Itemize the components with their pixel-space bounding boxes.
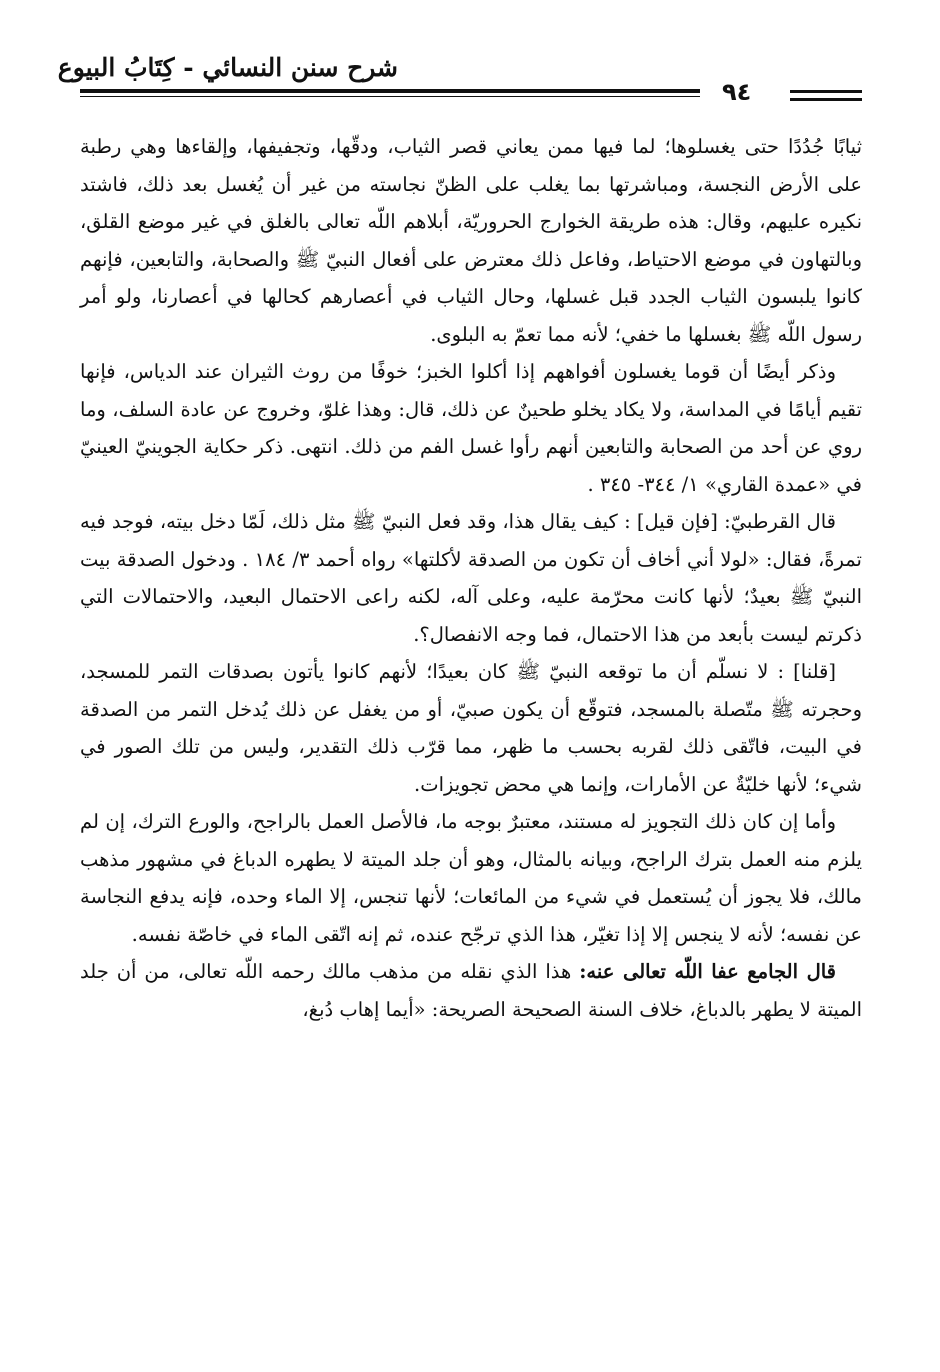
page-number: ٩٤ (722, 78, 752, 106)
body-text (80, 128, 862, 1028)
paragraph-2-text: وذكر أيضًا أن قوما يغسلون أفواههم إذا أكلوا الخبز؛ خوفًا من روث الثيران عند الدياس، فإنها تقيم أيامًا في المداسة، ولا يكاد يخلو طحينٌ عن ذلك، قال: وهذا غلوّ، وخروج عن عادة السلف، وما روي عن أحد من الصحابة والتابعين أنهم رأوا غسل الفم من ذلك. انتهى. ذكر حكاية الجوينيّ العينيّ في «عمدة القاري» ١/ ٣٤٤- ٣٤٥ . (80, 360, 862, 496)
paragraph-6 (80, 953, 862, 1028)
paragraph-3 (80, 503, 862, 653)
paragraph-5-text: وأما إن كان ذلك التجويز له مستند، معتبرٌ بوجه ما، فالأصل العمل بالراجح، والورع الترك، إن لم يلزم منه العمل بترك الراجح، وبيانه بالمثال، وهو أن جلد الميتة لا يطهره الدباغ في مشهور مذهب مالك، فلا يجوز أن يُستعمل في شيء من المائعات؛ لأنها تنجس، إلا الماء وحده، فإنه يدفع النجاسة عن نفسه؛ لأنه لا ينجس إلا إذا تغيّر، هذا الذي ترجّح عنده، ثم إنه اتّقى الماء في خاصّة نفسه. (80, 810, 862, 946)
page-number-rule-bottom (790, 98, 862, 101)
paragraph-3-text: قال القرطبيّ: [فإن قيل] : كيف يقال هذا، وقد فعل النبيّ ﷺ مثل ذلك، لَمّا دخل بيته، فوجد فيه تمرةً، فقال: «لولا أني أخاف أن تكون من الصدقة لأكلتها» رواه أحمد ٣/ ١٨٤ . ودخول الصدقة بيت النبيّ ﷺ بعيدٌ؛ لأنها كانت محرّمة عليه، وعلى آله، لكنه راعى الاحتمال البعيد، والاحتمالات التي ذكرتم ليست بأبعد من هذا الاحتمال، فما وجه الانفصال؟. (80, 510, 862, 646)
paragraph-5 (80, 803, 862, 953)
paragraph-6-lead: قال الجامع عفا اللّه تعالى عنه: (579, 960, 836, 983)
paragraph-6-text: هذا الذي نقله من مذهب مالك رحمه اللّه تعالى، من أن جلد الميتة لا يطهر بالدباغ، خلاف السنة الصحيحة الصريحة: «أيما إهاب دُبغ، (80, 960, 862, 1021)
page-header (0, 40, 940, 110)
paragraph-4-text: [قلنا] : لا نسلّم أن ما توقعه النبيّ ﷺ كان بعيدًا؛ لأنهم كانوا يأتون بصدقات التمر للمسجد، وحجرته ﷺ متّصلة بالمسجد، فتوقّع أن يكون صبيّ، أو من يغفل عن ذلك يُدخل التمر من الصدقة في البيت، فاتّقى ذلك لقربه بحسب ما ظهر، مما قرّب ذلك التقدير، وليس من تلك الصور في شيء؛ لأنها خليّةٌ عن الأمارات، وإنما هي محض تجويزات. (80, 660, 862, 796)
paragraph-2 (80, 353, 862, 503)
paragraph-4 (80, 653, 862, 803)
paragraph-1-text: ثيابًا جُدُدًا حتى يغسلوها؛ لما فيها ممن يعاني قصر الثياب، ودقّها، وتجفيفها، وإلقاءها وهي رطبة على الأرض النجسة، ومباشرتها بما يغلب على الظنّ نجاسته من غير أن يُغسل بعد ذلك، فاشتد نكيره عليهم، وقال: هذه طريقة الخوارج الحروريّة، أبلاهم اللّه تعالى بالغلق في غير موضع القلق، وبالتهاون في موضع الاحتياط، وفاعل ذلك معترض على أفعال النبيّ ﷺ والصحابة، والتابعين، فإنهم كانوا يلبسون الثياب الجدد قبل غسلها، وحال الثياب في أعصارهم كحالها في أعصارنا، ولو أمر رسول اللّه ﷺ بغسلها ما خفي؛ لأنه مما تعمّ به البلوى. (80, 135, 862, 346)
page-number-rule-top (790, 90, 862, 93)
header-rule-thick (80, 89, 700, 93)
running-title: شرح سنن النسائي - كِتَابُ البيوع (57, 53, 398, 82)
paragraph-1 (80, 128, 862, 353)
header-rule-thin (80, 96, 700, 97)
